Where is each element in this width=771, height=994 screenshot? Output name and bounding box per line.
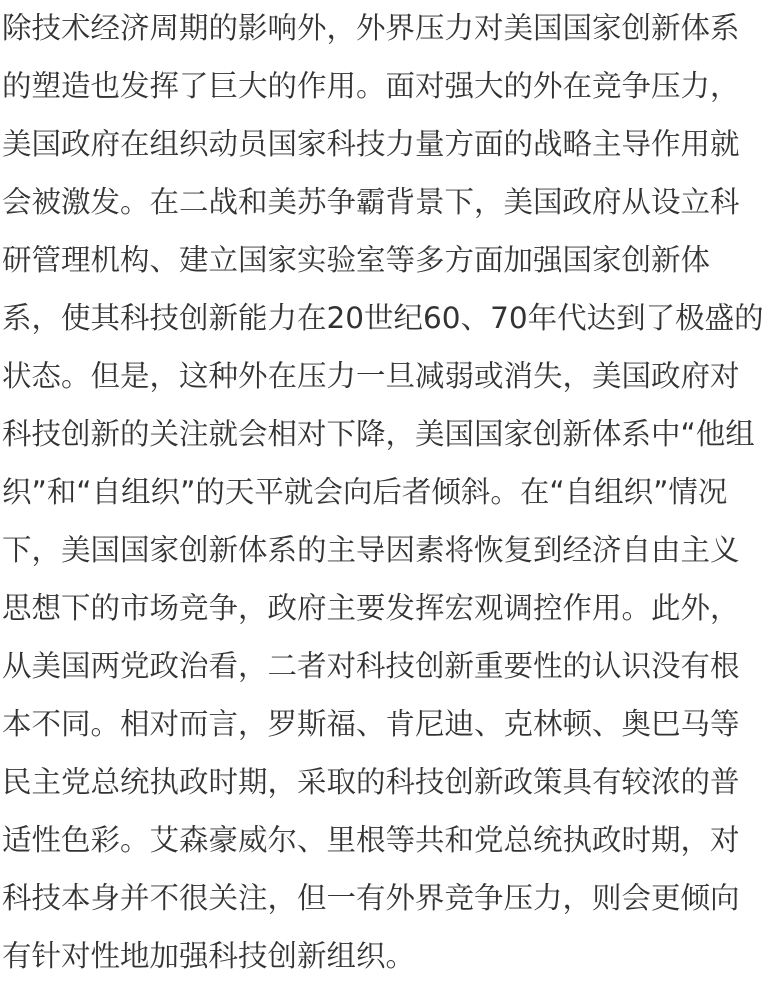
text-line: 适性色彩。艾森豪威尔、里根等共和党总统执政时期，对 xyxy=(2,823,740,857)
text-line: 研管理机构、建立国家实验室等多方面加强国家创新体 xyxy=(2,243,711,277)
text-line: 科技创新的关注就会相对下降，美国国家创新体系中“他组 xyxy=(2,417,755,451)
text-line: 下，美国国家创新体系的主导因素将恢复到经济自由主义 xyxy=(2,533,740,567)
text-line: 有针对性地加强科技创新组织。 xyxy=(2,939,416,973)
text-line: 本不同。相对而言，罗斯福、肯尼迪、克林顿、奥巴马等 xyxy=(2,707,740,741)
text-line: 从美国两党政治看，二者对科技创新重要性的认识没有根 xyxy=(2,649,740,683)
text-line: 美国政府在组织动员国家科技力量方面的战略主导作用就 xyxy=(2,127,740,161)
text-line: 思想下的市场竞争，政府主要发挥宏观调控作用。此外， xyxy=(2,591,740,625)
text-line: 系，使其科技创新能力在20世纪60、70年代达到了极盛的 xyxy=(2,301,764,335)
text-line: 的塑造也发挥了巨大的作用。面对强大的外在竞争压力， xyxy=(2,69,740,103)
text-line: 状态。但是，这种外在压力一旦减弱或消失，美国政府对 xyxy=(2,359,740,393)
text-line: 会被激发。在二战和美苏争霸背景下，美国政府从设立科 xyxy=(2,185,740,219)
text-line: 民主党总统执政时期，采取的科技创新政策具有较浓的普 xyxy=(2,765,740,799)
text-line: 除技术经济周期的影响外，外界压力对美国国家创新体系 xyxy=(2,11,740,45)
text-line: 科技本身并不很关注，但一有外界竞争压力，则会更倾向 xyxy=(2,881,740,915)
text-line: 织”和“自组织”的天平就会向后者倾斜。在“自组织”情况 xyxy=(2,475,728,509)
